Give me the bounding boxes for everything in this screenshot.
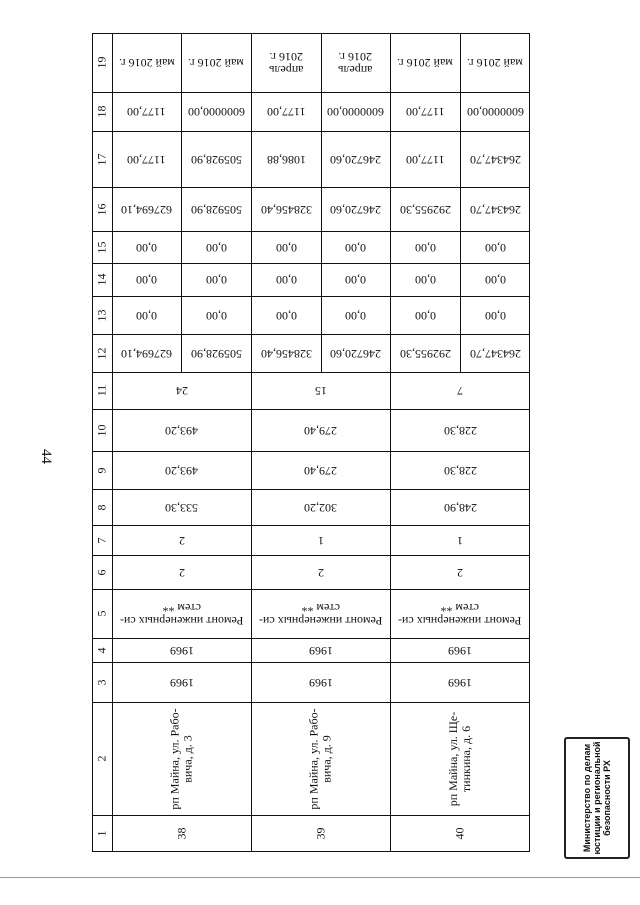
column-number-10	[92, 409, 112, 451]
column-number-8	[92, 489, 112, 525]
cell-g0-c9-text: 493,20	[165, 463, 198, 478]
cell-g0-c2-text: рп Майна, ул. Рабо- вича, д. 3	[167, 707, 195, 810]
cell-g2-r1-c13-text: 0,00	[484, 308, 506, 323]
cell-g1-r1-c14	[321, 263, 390, 296]
column-number-4-text: 4	[94, 647, 109, 653]
cell-g0-c8	[112, 489, 251, 525]
cell-g1-c2	[251, 702, 390, 815]
cell-g2-r0-c17	[390, 131, 460, 187]
cell-g2-c11	[390, 372, 530, 409]
cell-g0-r0-c16-text: 627694,10	[121, 202, 172, 217]
cell-g2-r1-c15	[460, 231, 530, 263]
cell-g1-r1-c16-text: 246720,60	[330, 202, 381, 217]
cell-g1-c7-text: 1	[317, 533, 324, 548]
cell-g2-r1-c19-text: май 2016 г.	[467, 56, 523, 70]
cell-g1-r1-c19-text: апрель 2016 г.	[338, 49, 373, 77]
cell-g1-c8	[251, 489, 390, 525]
column-number-4	[92, 638, 112, 662]
cell-g2-r0-c17-text: 1177,00	[405, 152, 445, 167]
cell-g1-r1-c12	[321, 334, 390, 372]
cell-g2-c1	[390, 815, 530, 852]
cell-g1-c1	[251, 815, 390, 852]
column-number-7	[92, 525, 112, 555]
column-number-1-text: 1	[94, 830, 109, 837]
cell-g2-c7-text: 1	[457, 533, 463, 548]
cell-g0-r1-c17	[181, 131, 251, 187]
cell-g2-c9	[390, 451, 530, 489]
column-number-16-text: 16	[94, 203, 109, 215]
cell-g0-r0-c18	[112, 92, 181, 131]
cell-g1-r1-c13	[321, 296, 390, 334]
cell-g0-c3-text: 1969	[169, 675, 194, 690]
cell-g2-r1-c17-text: 264347,70	[469, 152, 521, 167]
column-number-14-text: 14	[94, 273, 109, 286]
cell-g2-r0-c15	[390, 231, 460, 263]
column-number-18-text: 18	[94, 105, 109, 118]
stamp-text: Министерство по делам юстиции и региональной безопасности РХ	[582, 741, 612, 855]
cell-g1-r0-c13	[251, 296, 321, 334]
cell-g0-r0-c15-text: 0,00	[136, 240, 157, 255]
cell-g1-r0-c14-text: 0,00	[275, 273, 297, 287]
cell-g2-c4	[390, 638, 530, 662]
cell-g1-r1-c13-text: 0,00	[345, 308, 366, 323]
ministry-stamp	[564, 737, 630, 859]
cell-g2-c7	[390, 525, 530, 555]
cell-g2-r1-c12	[460, 334, 530, 372]
cell-g0-c8-text: 533,30	[165, 500, 198, 515]
cell-g1-r1-c19	[321, 33, 390, 92]
cell-g2-c2	[390, 702, 530, 815]
cell-g0-r1-c14-text: 0,00	[205, 273, 227, 287]
column-number-17	[92, 131, 112, 187]
cell-g1-r0-c16-text: 328456,40	[260, 202, 312, 217]
cell-g1-c10-text: 279,40	[304, 423, 337, 438]
cell-g2-c1-text: 40	[452, 827, 467, 840]
cell-g1-r0-c13-text: 0,00	[275, 308, 297, 323]
column-number-11	[92, 372, 112, 409]
column-number-6-text: 6	[94, 569, 109, 575]
cell-g0-c1	[112, 815, 251, 852]
cell-g2-c10	[390, 409, 530, 451]
cell-g1-r1-c12-text: 246720,60	[330, 346, 381, 361]
cell-g0-c4-text: 1969	[169, 643, 194, 658]
cell-g1-r0-c15-text: 0,00	[275, 240, 297, 255]
cell-g2-c8	[390, 489, 530, 525]
cell-g2-r0-c16	[390, 187, 460, 231]
cell-g0-c4	[112, 638, 251, 662]
column-number-13	[92, 296, 112, 334]
cell-g2-r0-c15-text: 0,00	[414, 240, 436, 255]
cell-g2-c5-text: Ремонт инженерных си- стем **	[398, 600, 522, 628]
cell-g2-c3	[390, 662, 530, 702]
cell-g0-r1-c15-text: 0,00	[205, 240, 227, 255]
cell-g1-c11-text: 15	[314, 384, 327, 398]
cell-g0-r1-c17-text: 505928,90	[190, 152, 242, 167]
cell-g0-c3	[112, 662, 251, 702]
cell-g0-r1-c16	[181, 187, 251, 231]
cell-g1-c4-text: 1969	[308, 643, 333, 658]
cell-g2-c6-text: 2	[457, 565, 463, 580]
column-number-17-text: 17	[94, 153, 109, 165]
column-number-7-text: 7	[94, 537, 109, 543]
cell-g0-r1-c18-text: 6000000,00	[187, 105, 245, 119]
cell-g2-r0-c14-text: 0,00	[414, 273, 436, 287]
column-number-14	[92, 263, 112, 296]
cell-g2-r1-c16	[460, 187, 530, 231]
cell-g0-r0-c15	[112, 231, 181, 263]
cell-g0-r0-c12-text: 627694,10	[121, 346, 172, 361]
cell-g2-c9-text: 228,30	[443, 463, 477, 478]
cell-g1-c5	[251, 589, 390, 638]
column-number-3-text: 3	[94, 679, 109, 685]
cell-g0-c2	[112, 702, 251, 815]
cell-g2-c5	[390, 589, 530, 638]
column-number-10-text: 10	[94, 424, 109, 436]
cell-g0-r1-c18	[181, 92, 251, 131]
cell-g2-r1-c14-text: 0,00	[484, 273, 506, 287]
cell-g2-r1-c17	[460, 131, 530, 187]
cell-g0-c10-text: 493,20	[165, 423, 198, 438]
cell-g1-r0-c15	[251, 231, 321, 263]
cell-g0-r0-c12	[112, 334, 181, 372]
column-number-8-text: 8	[94, 504, 109, 510]
cell-g2-c8-text: 248,90	[443, 500, 477, 515]
cell-g1-c5-text: Ремонт инженерных си- стем **	[258, 600, 383, 628]
cell-g1-r0-c12	[251, 334, 321, 372]
column-number-12-text: 12	[94, 347, 109, 359]
cell-g0-c11-text: 24	[175, 384, 188, 398]
cell-g0-r1-c19-text: май 2016 г.	[188, 56, 244, 70]
cell-g0-r1-c12-text: 505928,90	[190, 346, 242, 361]
cell-g0-r1-c13-text: 0,00	[205, 308, 227, 323]
column-number-19-text: 19	[94, 56, 109, 69]
cell-g2-c3-text: 1969	[448, 675, 472, 690]
column-number-5-text: 5	[94, 610, 109, 617]
cell-g0-c6-text: 2	[178, 565, 185, 580]
cell-g1-r1-c15	[321, 231, 390, 263]
cell-g0-r0-c18-text: 1177,00	[127, 105, 166, 119]
cell-g0-r1-c12	[181, 334, 251, 372]
cell-g0-r0-c13	[112, 296, 181, 334]
cell-g0-c5-text: Ремонт инженерных си- стем **	[119, 600, 244, 628]
column-number-18	[92, 92, 112, 131]
column-number-15-text: 15	[94, 241, 109, 253]
cell-g0-r1-c15	[181, 231, 251, 263]
cell-g1-c11	[251, 372, 390, 409]
cell-g2-r0-c18-text: 1177,00	[405, 105, 445, 119]
cell-g0-r0-c16	[112, 187, 181, 231]
cell-g0-r0-c17-text: 1177,00	[127, 152, 166, 167]
cell-g2-r1-c13	[460, 296, 530, 334]
cell-g1-c3	[251, 662, 390, 702]
cell-g0-c5	[112, 589, 251, 638]
cell-g1-r0-c19	[251, 33, 321, 92]
cell-g2-r0-c14	[390, 263, 460, 296]
column-number-9-text: 9	[94, 467, 109, 473]
column-number-6	[92, 555, 112, 589]
cell-g2-c4-text: 1969	[448, 643, 472, 658]
cell-g1-r1-c17	[321, 131, 390, 187]
cell-g2-c2-text: рп Майна, ул. Ще- тинкина, д. 6	[445, 711, 473, 806]
cell-g2-r0-c19-text: май 2016 г.	[397, 56, 453, 70]
column-number-1	[92, 815, 112, 852]
cell-g1-c6	[251, 555, 390, 589]
cell-g1-r0-c14	[251, 263, 321, 296]
cell-g2-r0-c19	[390, 33, 460, 92]
page-edge-line	[0, 877, 640, 878]
cell-g2-r1-c19	[460, 33, 530, 92]
cell-g0-c11	[112, 372, 251, 409]
cell-g0-r0-c17	[112, 131, 181, 187]
cell-g1-r0-c18-text: 1177,00	[266, 105, 306, 119]
cell-g1-c9	[251, 451, 390, 489]
cell-g1-r0-c16	[251, 187, 321, 231]
column-number-2-text: 2	[94, 755, 109, 762]
cell-g2-c10-text: 228,30	[443, 423, 477, 438]
cell-g0-r0-c19-text: май 2016 г.	[118, 56, 175, 70]
cell-g1-c4	[251, 638, 390, 662]
column-number-15	[92, 231, 112, 263]
cell-g2-r1-c12-text: 264347,70	[469, 346, 521, 361]
cell-g0-c10	[112, 409, 251, 451]
column-number-12	[92, 334, 112, 372]
cell-g0-r0-c14	[112, 263, 181, 296]
column-number-19	[92, 33, 112, 92]
cell-g1-r0-c17	[251, 131, 321, 187]
column-number-5	[92, 589, 112, 638]
cell-g0-c6	[112, 555, 251, 589]
column-number-3	[92, 662, 112, 702]
cell-g0-r0-c13-text: 0,00	[136, 308, 157, 323]
column-number-2	[92, 702, 112, 815]
cell-g2-r1-c14	[460, 263, 530, 296]
cell-g0-r1-c19	[181, 33, 251, 92]
column-number-13-text: 13	[94, 309, 109, 321]
cell-g1-r1-c16	[321, 187, 390, 231]
cell-g2-r1-c15-text: 0,00	[484, 240, 506, 255]
column-number-9	[92, 451, 112, 489]
cell-g2-r0-c18	[390, 92, 460, 131]
cell-g2-c6	[390, 555, 530, 589]
cell-g2-r0-c12	[390, 334, 460, 372]
cell-g1-r1-c18-text: 6000000,00	[327, 105, 384, 119]
cell-g1-c1-text: 39	[313, 827, 327, 840]
column-number-16	[92, 187, 112, 231]
cell-g1-r0-c18	[251, 92, 321, 131]
cell-g0-r1-c13	[181, 296, 251, 334]
cell-g2-r1-c18-text: 6000000,00	[466, 105, 524, 119]
cell-g0-r0-c14-text: 0,00	[136, 273, 157, 287]
cell-g0-r1-c14	[181, 263, 251, 296]
cell-g1-r1-c17-text: 246720,60	[330, 152, 381, 167]
cell-g0-c1-text: 38	[174, 827, 188, 840]
cell-g1-c2-text: рп Майна, ул. Рабо- вича, д. 9	[306, 707, 334, 810]
cell-g2-r1-c16-text: 264347,70	[469, 202, 521, 217]
page-number: 44	[38, 449, 54, 464]
cell-g0-c7	[112, 525, 251, 555]
cell-g1-c3-text: 1969	[308, 675, 333, 690]
cell-g1-r1-c15-text: 0,00	[345, 240, 366, 255]
cell-g2-r0-c12-text: 292955,30	[399, 346, 451, 361]
cell-g1-c7	[251, 525, 390, 555]
cell-g1-c8-text: 302,20	[304, 500, 337, 515]
cell-g0-r0-c19	[112, 33, 181, 92]
cell-g0-c7-text: 2	[178, 533, 185, 548]
cell-g2-r0-c16-text: 292955,30	[399, 202, 451, 217]
cell-g2-r0-c13-text: 0,00	[414, 308, 436, 323]
cell-g1-r0-c17-text: 1086,88	[266, 152, 306, 167]
column-number-11-text: 11	[94, 384, 109, 397]
cell-g0-c9	[112, 451, 251, 489]
cell-g1-r1-c14-text: 0,00	[345, 273, 366, 287]
cell-g1-c10	[251, 409, 390, 451]
cell-g1-r0-c19-text: апрель 2016 г.	[268, 49, 304, 77]
cell-g1-c9-text: 279,40	[304, 463, 337, 478]
cell-g2-r0-c13	[390, 296, 460, 334]
cell-g1-r1-c18	[321, 92, 390, 131]
cell-g1-c6-text: 2	[317, 565, 324, 580]
cell-g0-r1-c16-text: 505928,90	[190, 202, 242, 217]
cell-g2-c11-text: 7	[457, 384, 463, 398]
cell-g2-r1-c18	[460, 92, 530, 131]
cell-g1-r0-c12-text: 328456,40	[260, 346, 312, 361]
